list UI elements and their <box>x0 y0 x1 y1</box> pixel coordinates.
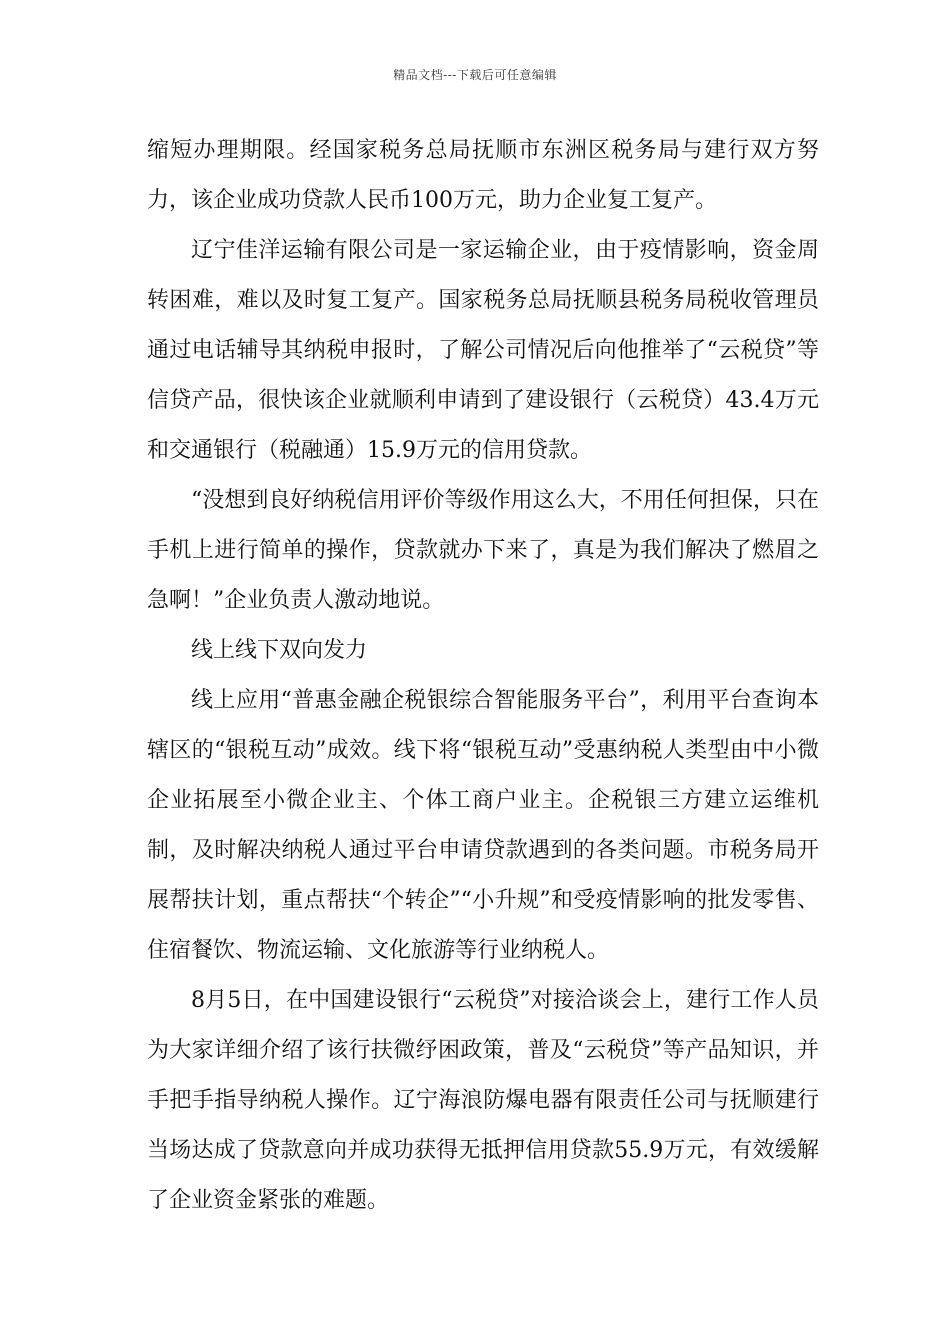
page-header: 精品文档---下载后可任意编辑 <box>393 68 557 82</box>
paragraph: 辽宁佳洋运输有限公司是一家运输企业，由于疫情影响，资金周转困难，难以及时复工复产。国家税务总局抚顺县税务局税收管理员通过电话辅导其纳税申报时，了解公司情况后向他推举了“云税贷”等信贷产品，很快该企业就顺利申请到了建设银行（云税贷）43.4万元和交通银行（税融通）15.9万元的信用贷款。 <box>147 238 819 463</box>
paragraph: “没想到良好纳税信用评价等级作用这么大，不用任何担保，只在手机上进行简单的操作，贷款就办下来了，真是为我们解决了燃眉之急啊！”企业负责人激动地说。 <box>147 488 819 613</box>
paragraph: 8月5日，在中国建设银行“云税贷”对接洽谈会上，建行工作人员为大家详细介绍了该行扶微纾困政策，普及“云税贷”等产品知识，并手把手指导纳税人操作。辽宁海浪防爆电器有限责任公司与抚顺建行当场达成了贷款意向并成功获得无抵押信用贷款55.9万元，有效缓解了企业资金紧张的难题。 <box>147 988 819 1213</box>
paragraph: 线上应用“普惠金融企税银综合智能服务平台”，利用平台查询本辖区的“银税互动”成效。线下将“银税互动”受惠纳税人类型由中小微企业拓展至小微企业主、个体工商户业主。企税银三方建立运维机制，及时解决纳税人通过平台申请贷款遇到的各类问题。市税务局开展帮扶计划，重点帮扶“个转企”“小升规”和受疫情影响的批发零售、住宿餐饮、物流运输、文化旅游等行业纳税人。 <box>147 688 819 963</box>
section-heading: 线上线下双向发力 <box>191 638 368 663</box>
paragraph: 缩短办理期限。经国家税务总局抚顺市东洲区税务局与建行双方努力，该企业成功贷款人民币100万元，助力企业复工复产。 <box>147 138 819 213</box>
document-body <box>147 126 819 1226</box>
